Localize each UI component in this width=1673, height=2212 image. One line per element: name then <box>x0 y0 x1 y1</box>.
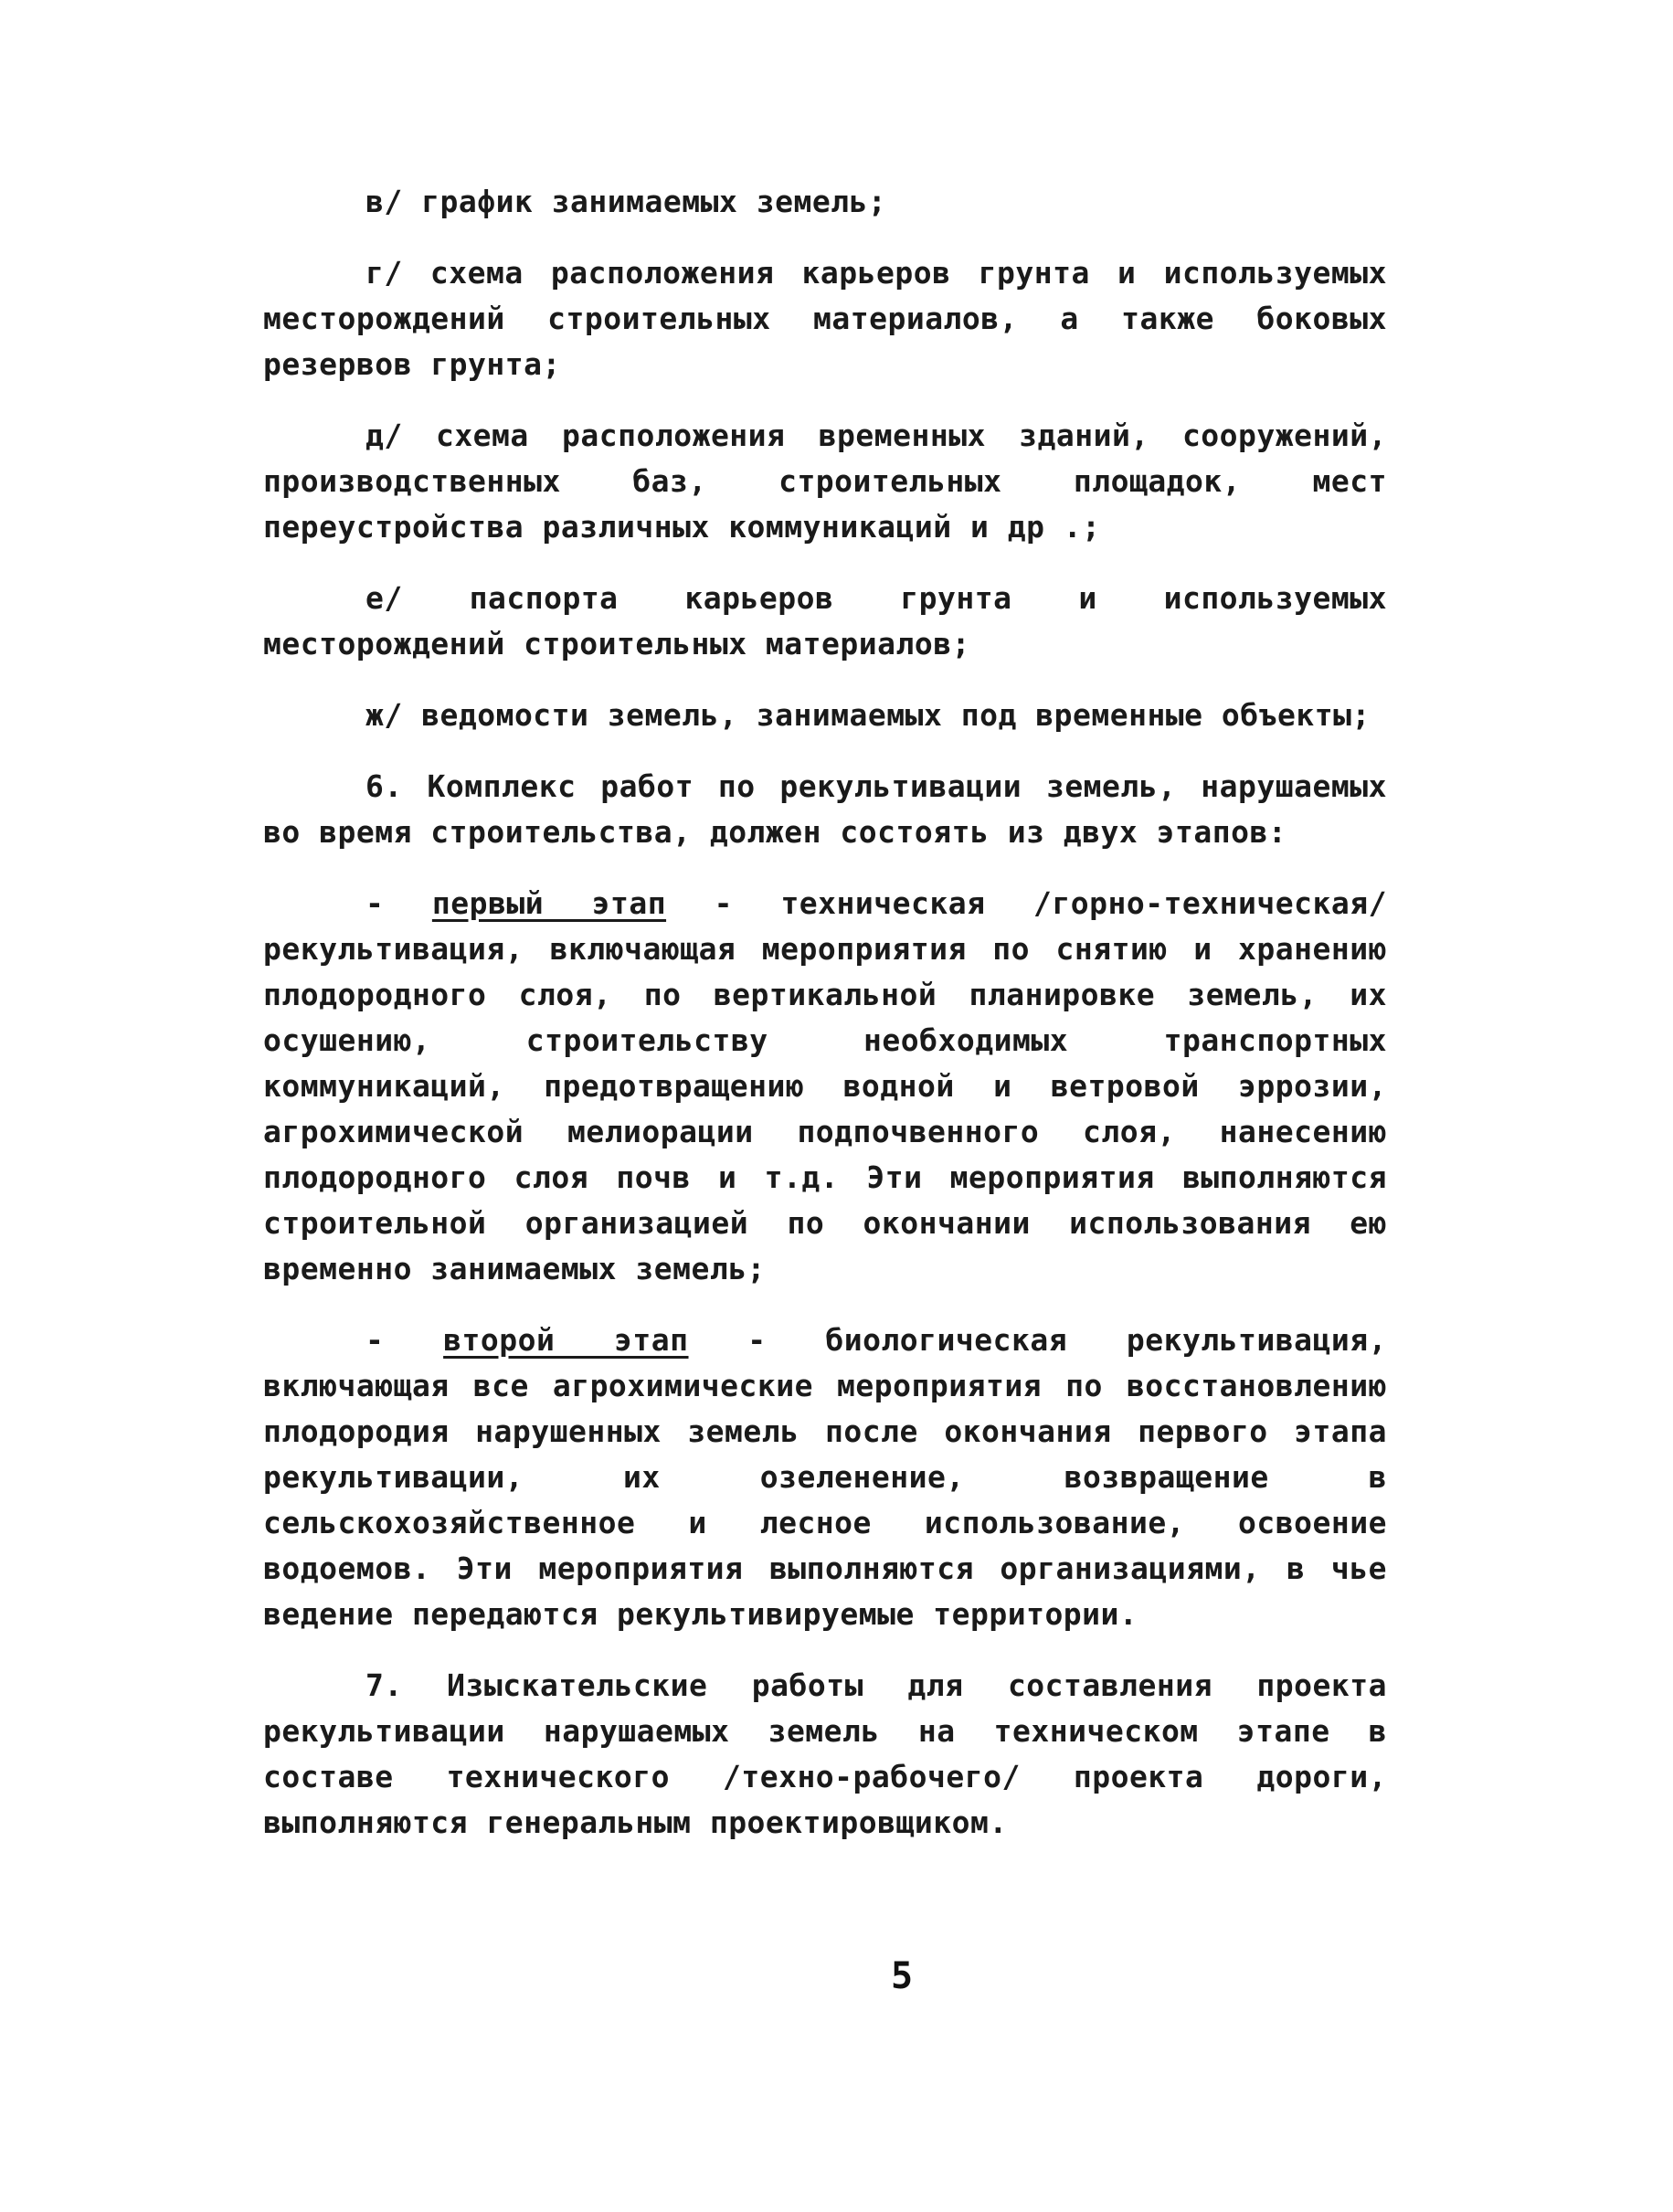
paragraph-stage-1 <box>263 881 1387 1292</box>
paragraph-e: е/ паспорта карьеров грунта и используемых месторождений строительных материалов; <box>263 580 1387 661</box>
paragraph-g: г/ схема расположения карьеров грунта и используемых месторождений строительных материалов, а также боковых резервов грунта; <box>263 255 1387 382</box>
paragraph-6: 6. Комплекс работ по рекультивации земель, нарушаемых во время строительства, должен состоять из двух этапов: <box>263 768 1387 850</box>
stage-1-dash: - <box>365 885 432 921</box>
page-number: 5 <box>891 1955 914 1997</box>
paragraph-d: д/ схема расположения временных зданий, сооружений, производственных баз, строительных площадок, мест переустройства различных коммуникаций и др .; <box>263 418 1387 545</box>
body-text <box>263 179 1387 1871</box>
paragraph-zh: ж/ ведомости земель, занимаемых под временные объекты; <box>365 697 1371 733</box>
stage-1-text: - техническая /горно-техническая/ рекультивация, включающая мероприятия по снятию и хранению плодородного слоя, по вертикальной планировке земель, их осушению, строительству необходимых транспортных коммуникаций, предотвращению водной и ветровой эррозии, агрохимической мелиорации подпочвенного слоя, нанесению плодородного слоя почв и т.д. Эти мероприятия выполняются строительной организацией по окончании использования ею временно занимаемых земель; <box>263 885 1387 1286</box>
stage-2-label: второй этап <box>443 1322 689 1358</box>
stage-2-text: - биологическая рекультивация, включающая все агрохимические мероприятия по восстановлению плодородия нарушенных земель после окончания первого этапа рекультивации, их озеленение, возвращение в сельскохозяйственное и лесное использование, освоение водоемов. Эти мероприятия выполняются организациями, в чье ведение передаются рекультивируемые территории. <box>263 1322 1387 1632</box>
paragraph-stage-2 <box>263 1318 1387 1637</box>
paragraph-v: в/ график занимаемых земель; <box>365 184 887 219</box>
stage-1-label: первый этап <box>431 885 667 921</box>
paragraph-7: 7. Изыскательские работы для составления проекта рекультивации нарушаемых земель на техническом этапе в составе технического /техно-рабочего/ проекта дороги, выполняются генеральным проектировщиком. <box>263 1667 1387 1840</box>
stage-2-dash: - <box>365 1322 444 1358</box>
